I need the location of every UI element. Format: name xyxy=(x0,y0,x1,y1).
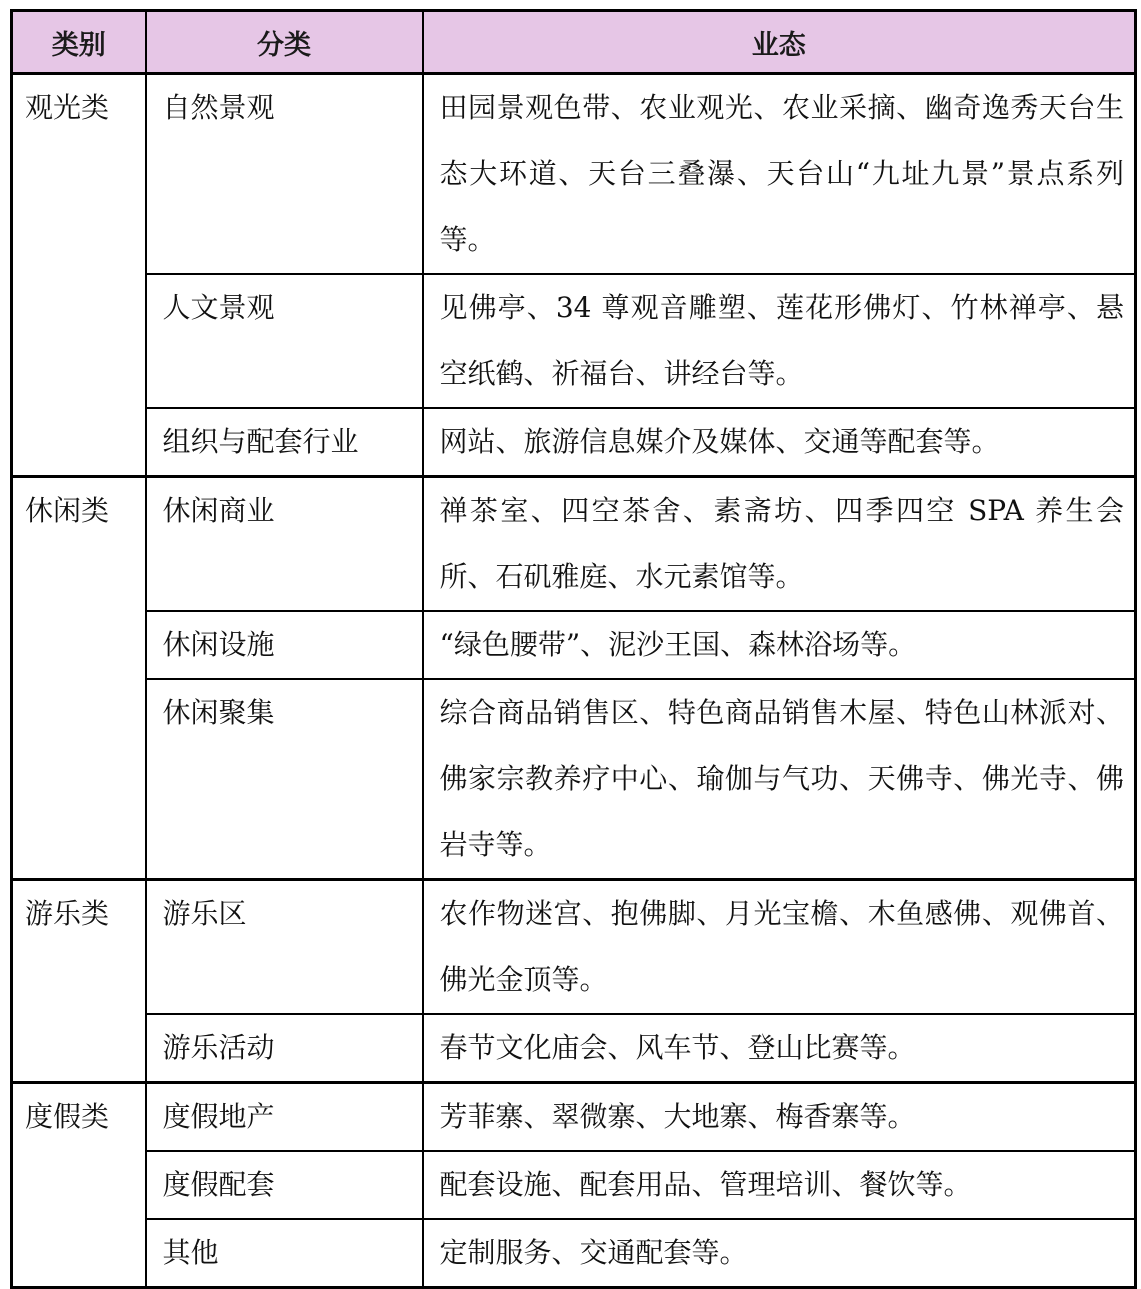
table-row xyxy=(12,1219,1136,1288)
header-business: 业态 xyxy=(423,11,1136,74)
subcategory-cell: 组织与配套行业 xyxy=(146,408,423,477)
business-cell: 定制服务、交通配套等。 xyxy=(423,1219,1136,1288)
business-cell: 禅茶室、四空茶舍、素斋坊、四季四空 SPA 养生会所、石矶雅庭、水元素馆等。 xyxy=(423,477,1136,612)
subcategory-cell: 其他 xyxy=(146,1219,423,1288)
table-header-row xyxy=(12,11,1136,74)
table-row xyxy=(12,74,1136,275)
table-row xyxy=(12,1014,1136,1083)
category-cell: 度假类 xyxy=(12,1083,146,1288)
subcategory-cell: 度假配套 xyxy=(146,1151,423,1219)
subcategory-cell: 度假地产 xyxy=(146,1083,423,1152)
business-cell: 综合商品销售区、特色商品销售木屋、特色山林派对、佛家宗教养疗中心、瑜伽与气功、天佛寺、佛光寺、佛岩寺等。 xyxy=(423,679,1136,880)
subcategory-cell: 游乐活动 xyxy=(146,1014,423,1083)
business-cell: 田园景观色带、农业观光、农业采摘、幽奇逸秀天台生态大环道、天台三叠瀑、天台山“九址九景”景点系列等。 xyxy=(423,74,1136,275)
table-row xyxy=(12,679,1136,880)
subcategory-cell: 游乐区 xyxy=(146,880,423,1015)
category-cell: 游乐类 xyxy=(12,880,146,1083)
table-row xyxy=(12,477,1136,612)
subcategory-cell: 休闲聚集 xyxy=(146,679,423,880)
category-cell: 休闲类 xyxy=(12,477,146,880)
table-row xyxy=(12,408,1136,477)
subcategory-cell: 自然景观 xyxy=(146,74,423,275)
business-cell: 网站、旅游信息媒介及媒体、交通等配套等。 xyxy=(423,408,1136,477)
table-row xyxy=(12,611,1136,679)
subcategory-cell: 人文景观 xyxy=(146,274,423,408)
header-category: 类别 xyxy=(12,11,146,74)
subcategory-cell: 休闲商业 xyxy=(146,477,423,612)
business-cell: 芳菲寨、翠微寨、大地寨、梅香寨等。 xyxy=(423,1083,1136,1152)
table-row xyxy=(12,880,1136,1015)
business-cell: “绿色腰带”、泥沙王国、森林浴场等。 xyxy=(423,611,1136,679)
business-format-table xyxy=(10,9,1137,1289)
subcategory-cell: 休闲设施 xyxy=(146,611,423,679)
table-row xyxy=(12,1151,1136,1219)
business-cell: 农作物迷宫、抱佛脚、月光宝檐、木鱼感佛、观佛首、佛光金顶等。 xyxy=(423,880,1136,1015)
business-cell: 配套设施、配套用品、管理培训、餐饮等。 xyxy=(423,1151,1136,1219)
header-subcategory: 分类 xyxy=(146,11,423,74)
category-cell: 观光类 xyxy=(12,74,146,477)
table-row xyxy=(12,1083,1136,1152)
business-cell: 春节文化庙会、风车节、登山比赛等。 xyxy=(423,1014,1136,1083)
business-cell: 见佛亭、34 尊观音雕塑、莲花形佛灯、竹林禅亭、悬空纸鹤、祈福台、讲经台等。 xyxy=(423,274,1136,408)
table-row xyxy=(12,274,1136,408)
